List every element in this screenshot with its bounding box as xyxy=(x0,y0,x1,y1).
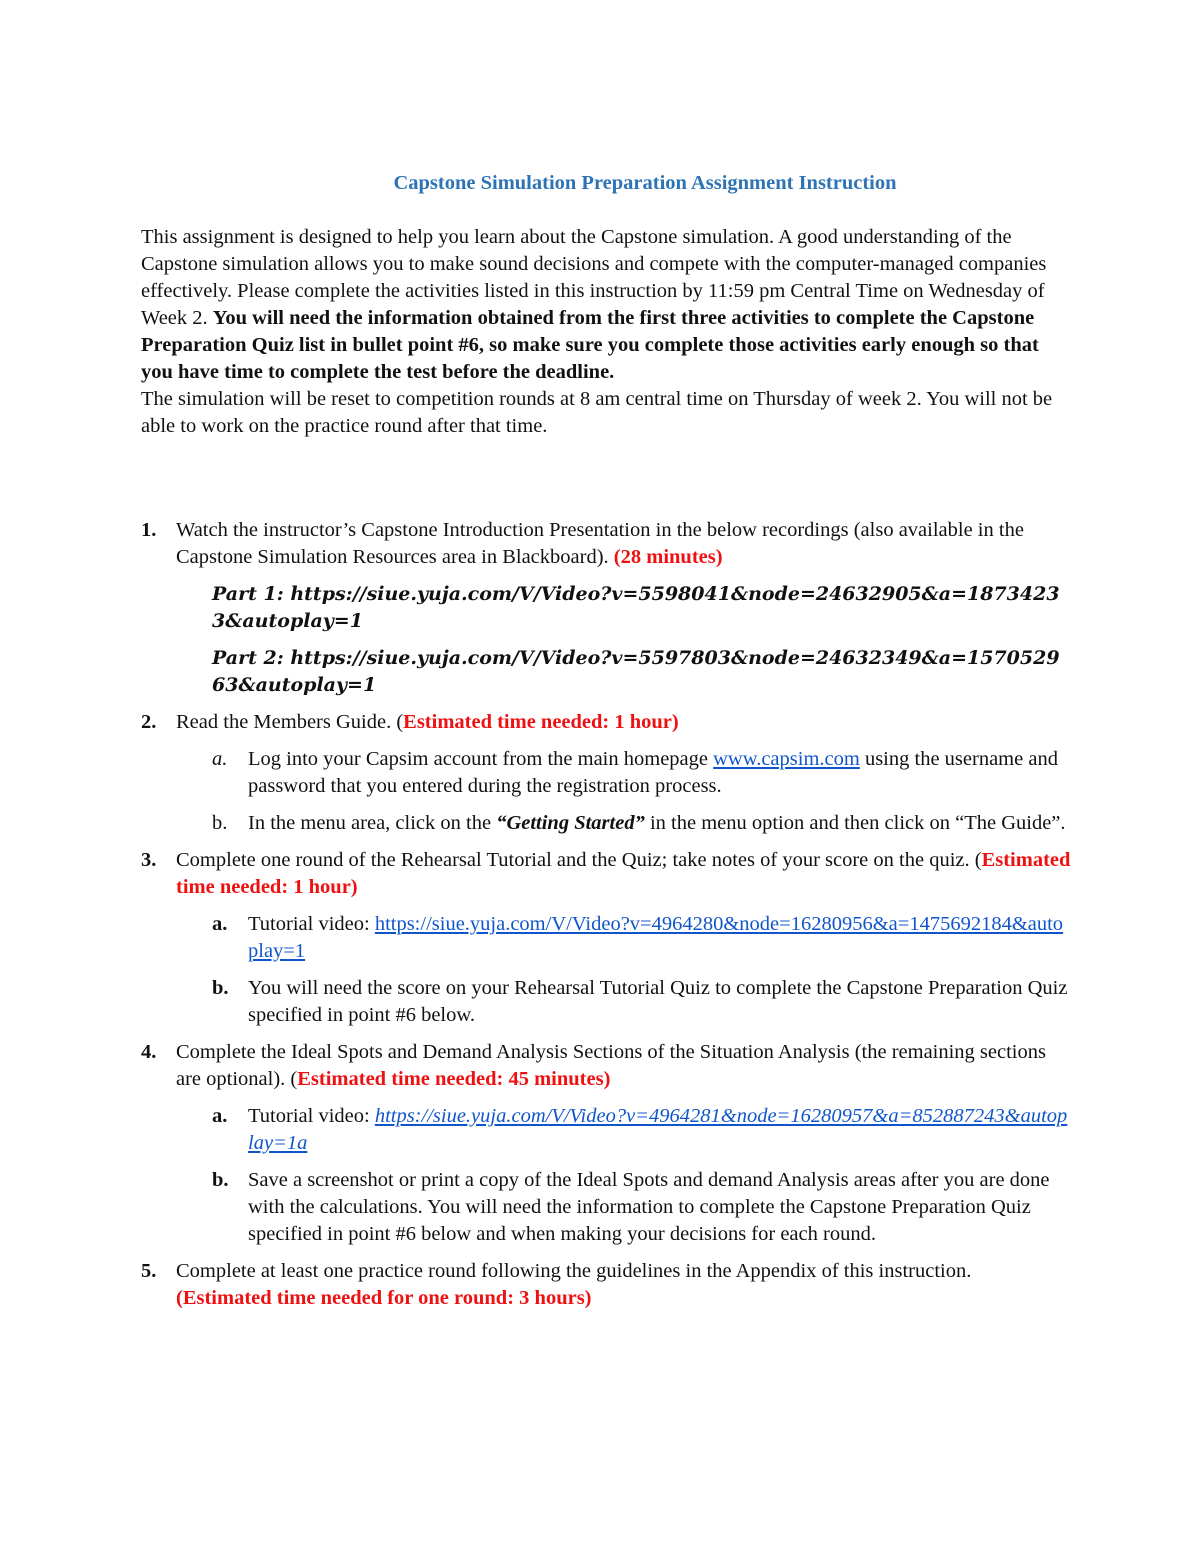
sub-marker: b. xyxy=(212,977,229,999)
sub-item-b xyxy=(212,975,1071,1029)
item-text: Read the Members Guide. ( xyxy=(176,711,404,733)
sub-text: Tutorial video: xyxy=(248,913,375,935)
sub-marker: b. xyxy=(212,1169,229,1191)
tutorial-video-link[interactable]: https://siue.yuja.com/V/Video?v=4964281&node=16280957&a=852887243&autoplay=1a xyxy=(248,1105,1068,1154)
part2-link[interactable]: Part 2: https://siue.yuja.com/V/Video?v=5597803&node=24632349&a=157052963&autoplay=1 xyxy=(212,647,1060,696)
item-text: Complete the Ideal Spots and Demand Analysis Sections of the Situation Analysis (the remaining sections are optional). ( xyxy=(176,1041,1046,1090)
intro-text: This assignment is designed to help you learn about the Capstone simulation. A good understanding of the Capstone simulation allows you to make sound decisions and compete with the computer-managed companies effectively. Please complete the activities listed in this instruction by 11:59 pm Central Time on Wednesday of Week 2. xyxy=(141,226,1047,329)
item-time: Estimated time needed: 1 hour) xyxy=(403,711,679,733)
sub-text: Save a screenshot or print a copy of the Ideal Spots and demand Analysis areas after you are done with the calculations. You will need the information to complete the Capstone Preparation Quiz specified in point #6 below and when making your decisions for each round. xyxy=(248,1169,1050,1245)
intro-bold-text: You will need the information obtained from the first three activities to complete the Capstone Preparation Quiz list in bullet point #6, so make sure you complete those activities early enough so that you have time to complete the test before the deadline. xyxy=(141,307,1039,383)
item-time: Estimated time needed: 1 hour) xyxy=(176,849,1071,898)
sub-item-a xyxy=(212,746,1071,800)
item-number: 5. xyxy=(141,1260,157,1282)
sub-marker: a. xyxy=(212,913,228,935)
intro-paragraph xyxy=(141,224,1066,386)
page-title: Capstone Simulation Preparation Assignment Instruction xyxy=(393,172,897,194)
sub-item-b xyxy=(212,810,1071,837)
sub-text: In the menu area, click on the xyxy=(248,812,497,834)
item-number: 4. xyxy=(141,1041,157,1063)
getting-started-emphasis: “Getting Started” xyxy=(496,812,645,834)
list-item-2 xyxy=(141,709,1071,837)
tutorial-video-link[interactable]: https://siue.yuja.com/V/Video?v=4964280&node=16280956&a=1475692184&autoplay=1 xyxy=(248,913,1064,962)
list-item-1 xyxy=(141,517,1071,699)
item-text: Complete one round of the Rehearsal Tutorial and the Quiz; take notes of your score on the quiz. ( xyxy=(176,849,982,871)
capsim-link[interactable]: www.capsim.com xyxy=(713,748,860,770)
sub-text: Tutorial video: xyxy=(248,1105,375,1127)
item-number: 2. xyxy=(141,711,157,733)
sub-item-a xyxy=(212,1103,1071,1157)
activity-list xyxy=(141,517,1071,1322)
item-time: Estimated time needed: 45 minutes) xyxy=(297,1068,611,1090)
item-number: 1. xyxy=(141,519,157,541)
sub-text-tail: in the menu option and then click on “The Guide”. xyxy=(644,812,1066,834)
list-item-3 xyxy=(141,847,1071,1029)
sub-text: You will need the score on your Rehearsal Tutorial Quiz to complete the Capstone Preparation Quiz specified in point #6 below. xyxy=(248,977,1068,1026)
reset-paragraph: The simulation will be reset to competition rounds at 8 am central time on Thursday of week 2. You will not be able to work on the practice round after that time. xyxy=(141,388,1053,437)
sub-text: Log into your Capsim account from the main homepage xyxy=(248,748,714,770)
intro-section xyxy=(141,224,1066,440)
sub-text-tail: using the username and password that you entered during the registration process. xyxy=(248,748,1058,797)
sub-marker: a. xyxy=(212,748,228,770)
sub-item-a xyxy=(212,911,1071,965)
sub-item-b xyxy=(212,1167,1071,1248)
item-time: (28 minutes) xyxy=(613,546,723,568)
sub-marker: a. xyxy=(212,1105,228,1127)
part1-link[interactable]: Part 1: https://siue.yuja.com/V/Video?v=5598041&node=24632905&a=18734233&autoplay=1 xyxy=(212,583,1060,632)
sub-marker: b. xyxy=(212,812,228,834)
item-text: Watch the instructor’s Capstone Introduction Presentation in the below recordings (also available in the Capstone Simulation Resources area in Blackboard). xyxy=(176,519,1024,568)
list-item-4 xyxy=(141,1039,1071,1248)
item-text: Complete at least one practice round following the guidelines in the Appendix of this instruction. xyxy=(176,1260,972,1282)
item-time: (Estimated time needed for one round: 3 hours) xyxy=(176,1287,592,1309)
list-item-5 xyxy=(141,1258,1071,1312)
item-number: 3. xyxy=(141,849,157,871)
